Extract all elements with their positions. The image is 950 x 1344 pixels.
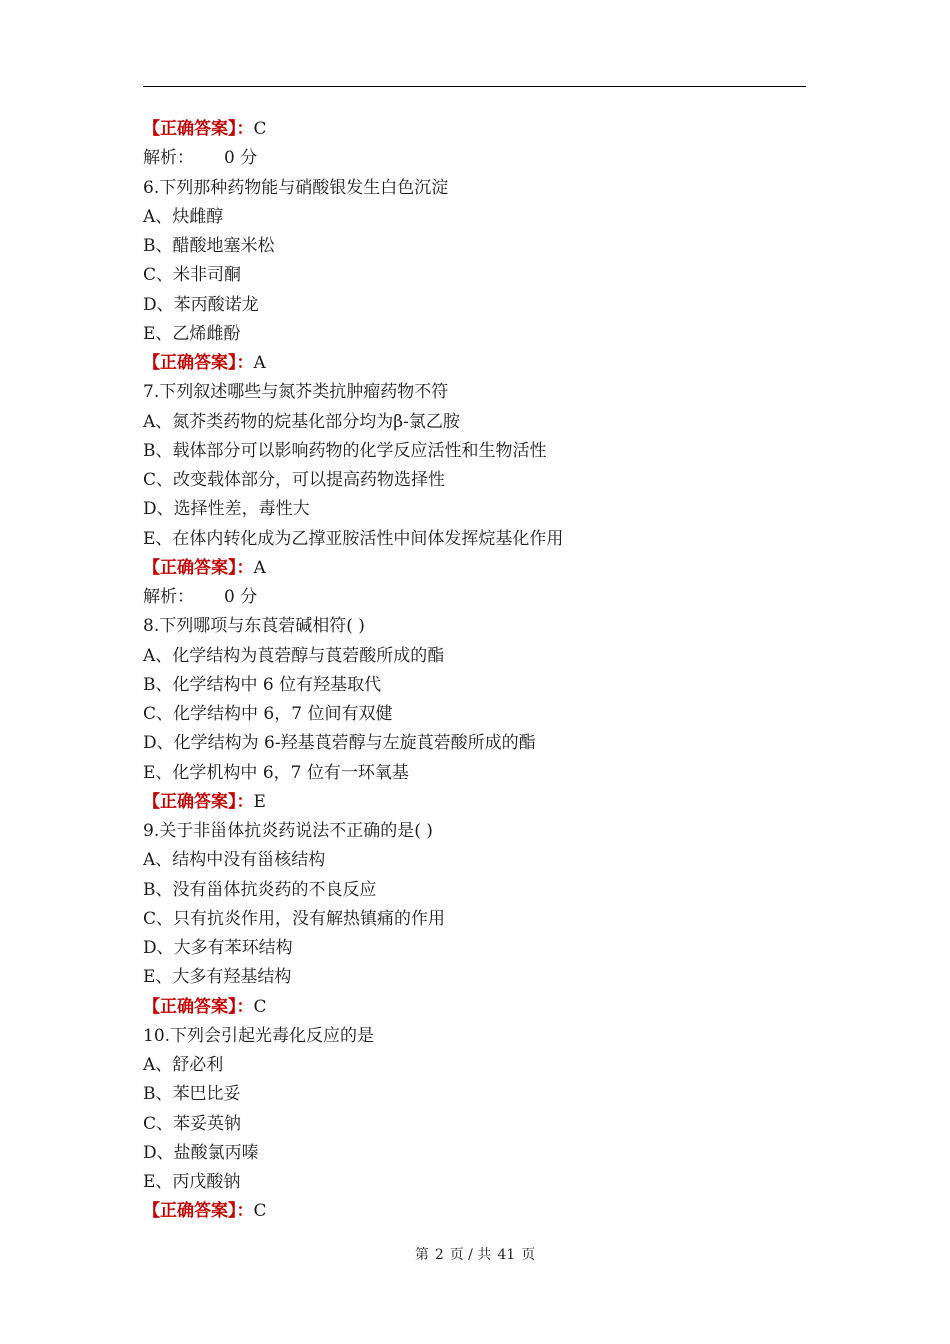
question-option: C、米非司酮 <box>143 265 242 286</box>
question-stem: 6.下列那种药物能与硝酸银发生白色沉淀 <box>143 177 449 198</box>
question-option: A、炔雌醇 <box>143 206 224 227</box>
answer-separator: ： <box>236 557 254 578</box>
answer-line <box>143 993 806 1022</box>
question-option: C、化学结构中 6，7 位间有双健 <box>143 704 393 724</box>
question-stem: 7.下列叙述哪些与氮芥类抗肿瘤药物不符 <box>143 382 449 403</box>
question-option: B、没有甾体抗炎药的不良反应 <box>143 879 377 900</box>
question-option: E、丙戊酸钠 <box>143 1172 241 1192</box>
question-option: B、载体部分可以影响药物的化学反应活性和生物活性 <box>143 440 547 461</box>
question-option: D、选择性差，毒性大 <box>143 499 310 520</box>
answer-value: C <box>253 1201 267 1222</box>
question-option: C、改变载体部分，可以提高药物选择性 <box>143 470 446 490</box>
question-option: D、盐酸氯丙嗪 <box>143 1142 259 1163</box>
answer-separator: ： <box>236 791 254 812</box>
answer-value: C <box>253 996 267 1017</box>
page-footer: 第 2 页 / 共 41 页 <box>414 1247 536 1263</box>
question-option: A、氮芥类药物的烷基化部分均为β-氯乙胺 <box>143 411 460 432</box>
question-stem: 10.下列会引起光毒化反应的是 <box>143 1025 375 1046</box>
total-pages: 41 <box>497 1247 516 1263</box>
question-option: D、化学结构为 6-羟基莨菪醇与左旋莨菪酸所成的酯 <box>143 733 536 754</box>
question-option: B、醋酸地塞米松 <box>143 236 275 256</box>
question-option: C、苯妥英钠 <box>143 1113 242 1134</box>
question-option: E、乙烯雌酚 <box>143 323 241 344</box>
question-stem: 9.关于非甾体抗炎药说法不正确的是( ) <box>143 821 433 841</box>
answer-line <box>143 349 806 378</box>
answer-line: 【正确答案】：C <box>143 119 267 139</box>
answer-line <box>143 788 806 817</box>
answer-label: 【正确答案】 <box>143 791 237 812</box>
answer-line <box>143 1197 806 1226</box>
page-content <box>143 115 806 1227</box>
current-page: 2 <box>434 1247 444 1263</box>
answer-label: 【正确答案】 <box>143 557 237 578</box>
question-option: A、化学结构为莨菪醇与莨菪酸所成的酯 <box>143 645 445 666</box>
header-rule <box>143 86 806 87</box>
question-option: D、苯丙酸诺龙 <box>143 294 259 315</box>
answer-label: 【正确答案】 <box>143 119 237 139</box>
analysis-line <box>143 583 806 612</box>
answer-label: 【正确答案】 <box>143 353 237 373</box>
answer-label: 【正确答案】 <box>143 996 237 1017</box>
answer-value: E <box>253 791 266 812</box>
question-option: E、在体内转化成为乙撑亚胺活性中间体发挥烷基化作用 <box>143 528 564 549</box>
question-option: E、大多有羟基结构 <box>143 967 292 988</box>
answer-value: A <box>253 353 266 373</box>
question-option: E、化学机构中 6，7 位有一环氧基 <box>143 762 409 783</box>
answer-label: 【正确答案】 <box>143 1201 237 1222</box>
analysis-value: 0 分 <box>224 587 258 607</box>
question-option: B、苯巴比妥 <box>143 1084 241 1105</box>
answer-value: C <box>253 119 267 139</box>
question-option: C、只有抗炎作用，没有解热镇痛的作用 <box>143 908 446 929</box>
analysis-label: 解析： <box>143 148 194 169</box>
question-stem: 8.下列哪项与东莨菪碱相符( ) <box>143 616 365 637</box>
question-option: A、结构中没有甾核结构 <box>143 850 326 871</box>
answer-value: A <box>253 557 266 578</box>
analysis-line <box>143 144 806 173</box>
answer-separator: ： <box>236 996 254 1017</box>
question-option: D、大多有苯环结构 <box>143 938 293 958</box>
answer-separator: ： <box>236 353 254 373</box>
question-option: A、舒必利 <box>143 1055 224 1075</box>
answer-separator: ： <box>236 1201 254 1222</box>
analysis-label: 解析： <box>143 587 194 607</box>
answer-line <box>143 554 806 583</box>
analysis-value: 0 分 <box>224 148 258 169</box>
question-option: B、化学结构中 6 位有羟基取代 <box>143 674 382 695</box>
